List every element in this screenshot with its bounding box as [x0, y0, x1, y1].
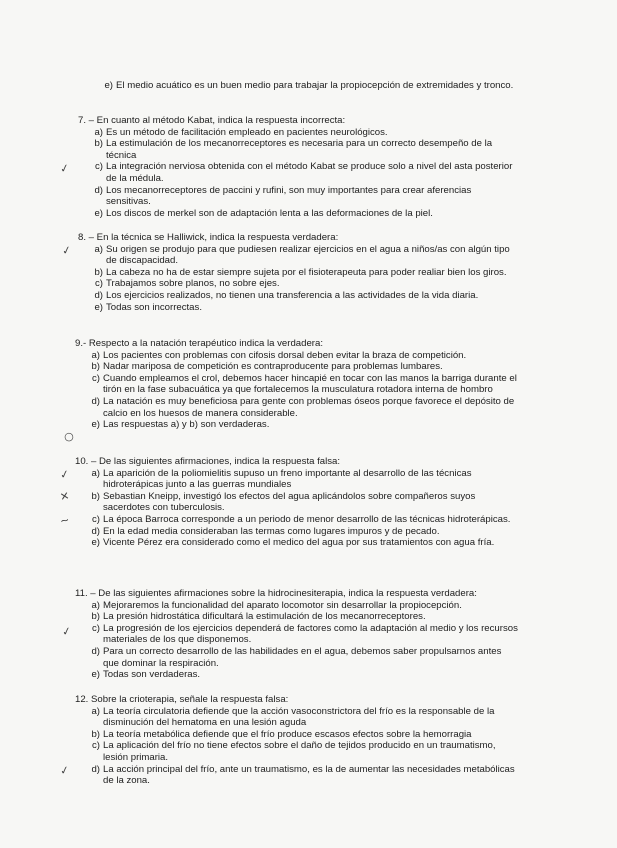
option-letter: a) [91, 705, 100, 717]
option-q12-c[interactable] [75, 740, 520, 763]
question-9 [75, 338, 518, 431]
option-text: Trabajamos sobre planos, no sobre ejes. [106, 278, 280, 290]
option-letter: d) [91, 645, 100, 657]
option-q12-b[interactable] [75, 729, 520, 741]
option-text: Las respuestas a) y b) son verdaderas. [103, 419, 270, 431]
pen-mark-icon: ✓ [58, 467, 71, 482]
option-letter: d) [91, 395, 100, 407]
option-text: Sebastian Kneipp, investigó los efectos del agua aplicándolos sobre compañeros suyos sacerdotes con tuberculosis. [103, 490, 476, 514]
option-q10-c[interactable] [75, 514, 518, 526]
option-letter: c) [95, 278, 103, 290]
option-text: Es un método de facilitación empleado en pacientes neurológicos. [106, 126, 388, 138]
option-letter: d) [94, 184, 103, 196]
option-text: Para un correcto desarrollo de las habilidades en el agua, debemos saber propulsarnos antes que dominar la respiración. [103, 645, 502, 669]
option-letter: e) [91, 669, 100, 681]
option-letter: c) [92, 622, 100, 634]
option-text: La progresión de los ejercicios dependerá de factores como la adaptación al medio y los recursos materiales de los que disponemos. [103, 622, 518, 646]
option-letter: b) [94, 266, 103, 278]
option-letter: b) [94, 138, 103, 150]
option-text: Los mecanorreceptores de paccini y rufini, son muy importantes para crear aferencias sensitivas. [106, 184, 472, 208]
pen-mark-icon: ~ [58, 513, 71, 528]
option-text: La integración nerviosa obtenida con el método Kabat se produce solo a nivel del asta posterior de la médula. [106, 161, 513, 184]
option-letter: e) [91, 537, 100, 549]
option-text: Su origen se produjo para que pudiesen realizar ejercicios en el agua a niños/as con algún tipo de discapacidad. [106, 243, 510, 267]
option-letter: e) [91, 419, 100, 431]
option-text: La época Barroca corresponde a un periodo de menor desarrollo de las técnicas hidroterápicas. [103, 513, 511, 525]
option-q8-a[interactable] [78, 244, 518, 267]
option-q6-e[interactable] [88, 80, 518, 92]
option-q11-c[interactable] [75, 623, 520, 646]
option-text: La natación es muy beneficiosa para gente con problemas óseos porque favorece el depósito de calcio en los huesos de manera considerable. [103, 395, 515, 419]
option-text: La cabeza no ha de estar siempre sujeta por el fisioterapeuta para poder realiar bien los giros. [106, 266, 507, 278]
question-8 [78, 232, 518, 313]
option-q7-a[interactable] [78, 127, 518, 139]
pen-mark-icon: ○ [62, 429, 75, 444]
option-q11-e[interactable] [75, 669, 520, 681]
option-text: Todas son verdaderas. [103, 669, 201, 681]
option-q7-b[interactable] [78, 138, 518, 161]
pen-mark-icon: ✓ [60, 243, 73, 258]
option-q8-d[interactable] [78, 290, 518, 302]
option-text: El medio acuático es un buen medio para trabajar la propiocepción de extremidades y tronco. [116, 80, 514, 91]
option-text: Vicente Pérez era considerado como el medico del agua por sus tratamientos con agua fría. [103, 537, 495, 549]
option-q11-b[interactable] [75, 611, 520, 623]
option-q8-b[interactable] [78, 267, 518, 279]
option-letter: b) [91, 361, 100, 373]
option-letter: a) [94, 126, 103, 138]
option-q9-e[interactable] [75, 419, 518, 431]
pen-mark-icon: ✕ [58, 489, 71, 504]
option-text: La teoría metabólica defiende que el frío produce escasos efectos sobre la hemorragia [103, 728, 472, 740]
option-text: Todas son incorrectas. [106, 301, 202, 313]
option-q7-d[interactable] [78, 185, 518, 208]
option-q10-a[interactable] [75, 468, 518, 491]
option-text: En la edad media consideraban las termas como lugares impuros y de pecado. [103, 525, 440, 537]
question-7-title: 7. – En cuanto al método Kabat, indica la respuesta incorrecta: [78, 115, 346, 126]
option-q9-b[interactable] [75, 361, 518, 373]
option-letter: b) [91, 611, 100, 623]
option-text: Los pacientes con problemas con cifosis dorsal deben evitar la braza de competición. [103, 349, 467, 361]
option-text: La aplicación del frío no tiene efectos sobre el daño de tejidos producido en un traumatismo, lesión primaria. [103, 740, 496, 763]
option-text: La acción principal del frío, ante un traumatismo, es la de aumentar las necesidades metabólicas de la zona. [103, 763, 515, 787]
option-q11-a[interactable] [75, 600, 520, 612]
option-letter: e) [94, 207, 103, 219]
question-8-title: 8. – En la técnica se Halliwick, indica la respuesta verdadera: [78, 232, 339, 243]
option-q12-d[interactable] [75, 764, 520, 787]
option-text: La aparición de la poliomielitis supuso un freno importante al desarrollo de las técnicas hidroterápicas junto a las guerras mundiales [103, 467, 472, 491]
option-q11-d[interactable] [75, 646, 520, 669]
option-q9-d[interactable] [75, 396, 518, 419]
option-letter: a) [91, 467, 100, 479]
pen-mark-icon: ✓ [58, 161, 71, 176]
question-12 [75, 694, 520, 787]
option-q7-c[interactable] [78, 161, 518, 184]
option-letter: a) [91, 349, 100, 361]
option-text: Los ejercicios realizados, no tienen una transferencia a las actividades de la vida diaria. [106, 289, 479, 301]
question-12-title: 12. Sobre la crioterapia, señale la respuesta falsa: [75, 694, 289, 705]
option-letter: b) [91, 728, 100, 740]
option-q9-a[interactable] [75, 350, 518, 362]
option-q12-a[interactable] [75, 706, 520, 729]
option-letter: d) [91, 525, 100, 537]
question-11 [75, 588, 520, 681]
option-letter: b) [91, 490, 100, 502]
question-6-continuation [88, 80, 518, 92]
option-q10-b[interactable] [75, 491, 518, 514]
option-text: Mejoraremos la funcionalidad del aparato locomotor sin desarrollar la propiocepción. [103, 599, 462, 611]
option-text: La estimulación de los mecanorreceptores es necesaria para un correcto desempeño de la técnica [106, 138, 493, 161]
option-letter: c) [92, 513, 100, 525]
option-letter: c) [95, 161, 103, 173]
option-q8-e[interactable] [78, 302, 518, 314]
pen-mark-icon: ✓ [58, 763, 71, 778]
question-10 [75, 456, 518, 549]
option-text: La teoría circulatoria defiende que la acción vasoconstrictora del frío es la responsable de la disminución del hematoma en una lesión aguda [103, 705, 495, 729]
question-11-title: 11. – De las siguientes afirmaciones sobre la hidrocinesiterapia, indica la respuesta verdadera: [75, 588, 477, 599]
option-q10-d[interactable] [75, 526, 518, 538]
option-letter: c) [92, 372, 100, 384]
option-letter: d) [94, 289, 103, 301]
option-text: Los discos de merkel son de adaptación lenta a las deformaciones de la piel. [106, 207, 433, 219]
option-letter: d) [91, 763, 100, 775]
option-text: Cuando empleamos el crol, debemos hacer hincapié en tocar con las manos la barriga durante el tirón en la fase subacuática ya que fortalecemos la musculatura rotadora interna de hombro [103, 372, 517, 396]
pen-mark-icon: ✓ [60, 624, 73, 639]
option-text: La presión hidrostática dificultará la estimulación de los mecanorreceptores. [103, 611, 426, 623]
option-q7-e[interactable] [78, 208, 518, 220]
option-letter: c) [92, 740, 100, 752]
option-letter: a) [91, 599, 100, 611]
question-10-title: 10. – De las siguientes afirmaciones, indica la respuesta falsa: [75, 456, 341, 467]
question-7 [78, 115, 518, 219]
question-9-title: 9.- Respecto a la natación terapéutico indica la verdadera: [75, 338, 323, 349]
option-q8-c[interactable] [78, 278, 518, 290]
option-q10-e[interactable] [75, 537, 518, 549]
option-q9-c[interactable] [75, 373, 518, 396]
option-letter: a) [94, 243, 103, 255]
option-letter: e) [94, 301, 103, 313]
option-text: Nadar mariposa de competición es contraproducente para problemas lumbares. [103, 361, 443, 373]
option-letter: e) [104, 80, 113, 91]
